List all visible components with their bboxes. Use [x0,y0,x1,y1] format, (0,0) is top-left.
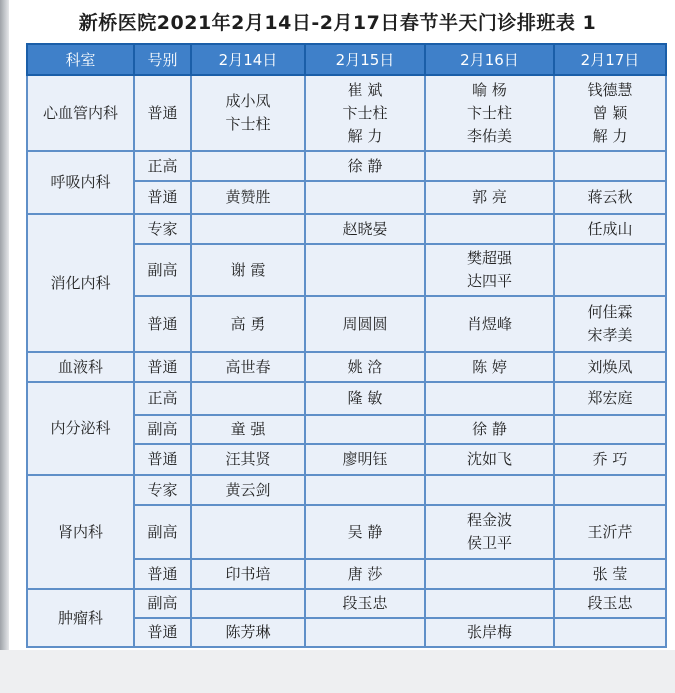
photo-bottom-margin [0,650,675,693]
doctor-name: 黄云剑 [225,480,271,499]
doctor-cell [425,559,554,589]
doctor-cell [191,415,305,444]
schedule-body [27,75,666,647]
doctor-name: 张 莹 [592,564,628,583]
clinic-type: 普通 [134,559,191,589]
header-date-3: 2月16日 [425,44,554,75]
doctor-cell [425,589,554,618]
doctor-cell [425,415,554,444]
doctor-name: 钱德慧 [587,80,633,99]
clinic-type: 专家 [134,214,191,244]
doctor-cell [191,475,305,505]
doctor-name: 喻 杨 [472,80,507,99]
doctor-cell [554,75,666,151]
doctor-cell [305,214,425,244]
doctor-name: 成小凤 [225,92,271,110]
doctor-cell [554,296,666,352]
doctor-name: 周圆圆 [342,314,388,333]
doctor-cell [425,296,554,352]
doctor-name: 段玉忠 [587,594,633,612]
doctor-cell [191,382,305,415]
doctor-name: 曾 颖 [592,103,628,122]
doctor-name: 肖煜峰 [466,314,512,333]
doctor-name: 卞士柱 [225,115,271,133]
doctor-name: 宋孝美 [587,326,633,344]
doctor-name: 何佳霖 [587,303,633,321]
doctor-cell [191,444,305,475]
doctor-cell [425,618,554,647]
document-title: 新桥医院2021年2月14日-2月17日春节半天门诊排班表 1 [78,12,597,34]
clinic-type: 副高 [134,244,191,296]
doctor-cell [305,75,425,151]
doctor-name: 吴 静 [347,522,383,541]
doctor-name: 高 勇 [230,314,266,333]
doctor-cell [425,352,554,382]
clinic-type: 副高 [134,415,191,444]
table-row [27,151,666,181]
table-row [27,214,666,244]
doctor-cell [191,589,305,618]
doctor-cell [305,475,425,505]
department-name: 肿瘤科 [27,589,134,647]
doctor-name: 张岸梅 [466,623,512,641]
doctor-cell [305,415,425,444]
doctor-cell [191,75,305,151]
doctor-cell [425,181,554,214]
doctor-name: 童 强 [230,420,266,438]
doctor-cell [554,382,666,415]
department-name: 呼吸内科 [27,151,134,214]
doctor-cell [425,475,554,505]
doctor-cell [554,505,666,559]
header-row [27,44,666,75]
doctor-cell [425,444,554,475]
doctor-name: 郑宏庭 [587,389,633,407]
doctor-cell [554,475,666,505]
header-clinic-type: 号别 [134,44,191,75]
department-name: 血液科 [27,352,134,382]
doctor-cell [305,296,425,352]
doctor-name: 谢 霞 [230,260,266,279]
clinic-type: 普通 [134,181,191,214]
clinic-type: 专家 [134,475,191,505]
doctor-cell [305,244,425,296]
department-name: 消化内科 [27,214,134,352]
doctor-name: 任成山 [587,219,633,238]
clinic-type: 副高 [134,505,191,559]
doctor-cell [191,244,305,296]
header-date-2: 2月15日 [305,44,425,75]
doctor-name: 解 力 [592,126,628,145]
doctor-name: 王沂芹 [587,522,633,541]
doctor-cell [305,352,425,382]
doctor-cell [425,244,554,296]
doctor-cell [305,618,425,647]
doctor-name: 达四平 [466,272,512,290]
doctor-cell [305,559,425,589]
header-date-1: 2月14日 [191,44,305,75]
header-department: 科室 [27,44,134,75]
doctor-cell [191,296,305,352]
clinic-type: 普通 [134,618,191,647]
doctor-name: 乔 巧 [592,450,628,468]
doctor-cell [191,352,305,382]
department-name: 内分泌科 [27,382,134,475]
doctor-name: 姚 浛 [347,357,383,376]
doctor-name: 陈 婷 [472,357,507,376]
doctor-cell [425,151,554,181]
table-row [27,382,666,415]
doctor-cell [554,151,666,181]
department-name: 肾内科 [27,475,134,589]
doctor-name: 卞士柱 [342,103,388,122]
doctor-name: 印书培 [225,564,271,583]
doctor-name: 沈如飞 [466,450,512,468]
doctor-name: 崔 斌 [347,80,383,99]
doctor-cell [554,618,666,647]
doctor-cell [191,151,305,181]
table-row [27,589,666,618]
doctor-name: 卞士柱 [466,103,512,122]
doctor-cell [554,181,666,214]
table-row [27,352,666,382]
schedule-table [26,43,667,648]
department-name: 心血管内科 [27,75,134,151]
doctor-cell [554,415,666,444]
doctor-name: 侯卫平 [466,534,512,552]
doctor-name: 廖明钰 [342,450,388,468]
doctor-cell [554,352,666,382]
doctor-name: 李佑美 [466,126,512,145]
doctor-cell [191,181,305,214]
doctor-cell [191,618,305,647]
doctor-name: 蒋云秋 [587,188,633,206]
doctor-cell [191,505,305,559]
clinic-type: 普通 [134,444,191,475]
doctor-name: 徐 静 [347,156,383,175]
clinic-type: 普通 [134,75,191,151]
doctor-name: 程金波 [466,511,512,529]
doctor-cell [305,382,425,415]
doctor-cell [425,382,554,415]
doctor-cell [554,559,666,589]
doctor-name: 解 力 [347,126,383,145]
doctor-name: 汪其贤 [225,450,271,468]
photo-left-edge [0,0,9,693]
doctor-cell [554,589,666,618]
doctor-cell [191,559,305,589]
doctor-name: 徐 静 [472,420,507,438]
clinic-type: 副高 [134,589,191,618]
doctor-name: 唐 莎 [347,564,383,583]
doctor-name: 隆 敏 [347,389,383,407]
doctor-cell [305,181,425,214]
doctor-name: 樊超强 [466,249,512,267]
doctor-cell [305,505,425,559]
doctor-cell [425,75,554,151]
header-date-4: 2月17日 [554,44,666,75]
clinic-type: 正高 [134,151,191,181]
doctor-cell [191,214,305,244]
doctor-cell [305,589,425,618]
doctor-name: 郭 亮 [472,188,507,206]
doctor-cell [425,505,554,559]
doctor-name: 高世春 [225,357,271,376]
doctor-cell [305,151,425,181]
clinic-type: 普通 [134,352,191,382]
clinic-type: 普通 [134,296,191,352]
table-row [27,475,666,505]
doctor-cell [554,214,666,244]
doctor-name: 赵晓晏 [342,219,388,238]
doctor-name: 黄赞胜 [225,188,271,206]
doctor-cell [305,444,425,475]
doctor-name: 刘焕凤 [587,357,633,376]
table-row [27,75,666,151]
doctor-cell [554,444,666,475]
doctor-cell [554,244,666,296]
doctor-name: 段玉忠 [342,594,388,612]
doctor-name: 陈芳琳 [225,623,271,641]
doctor-cell [425,214,554,244]
clinic-type: 正高 [134,382,191,415]
